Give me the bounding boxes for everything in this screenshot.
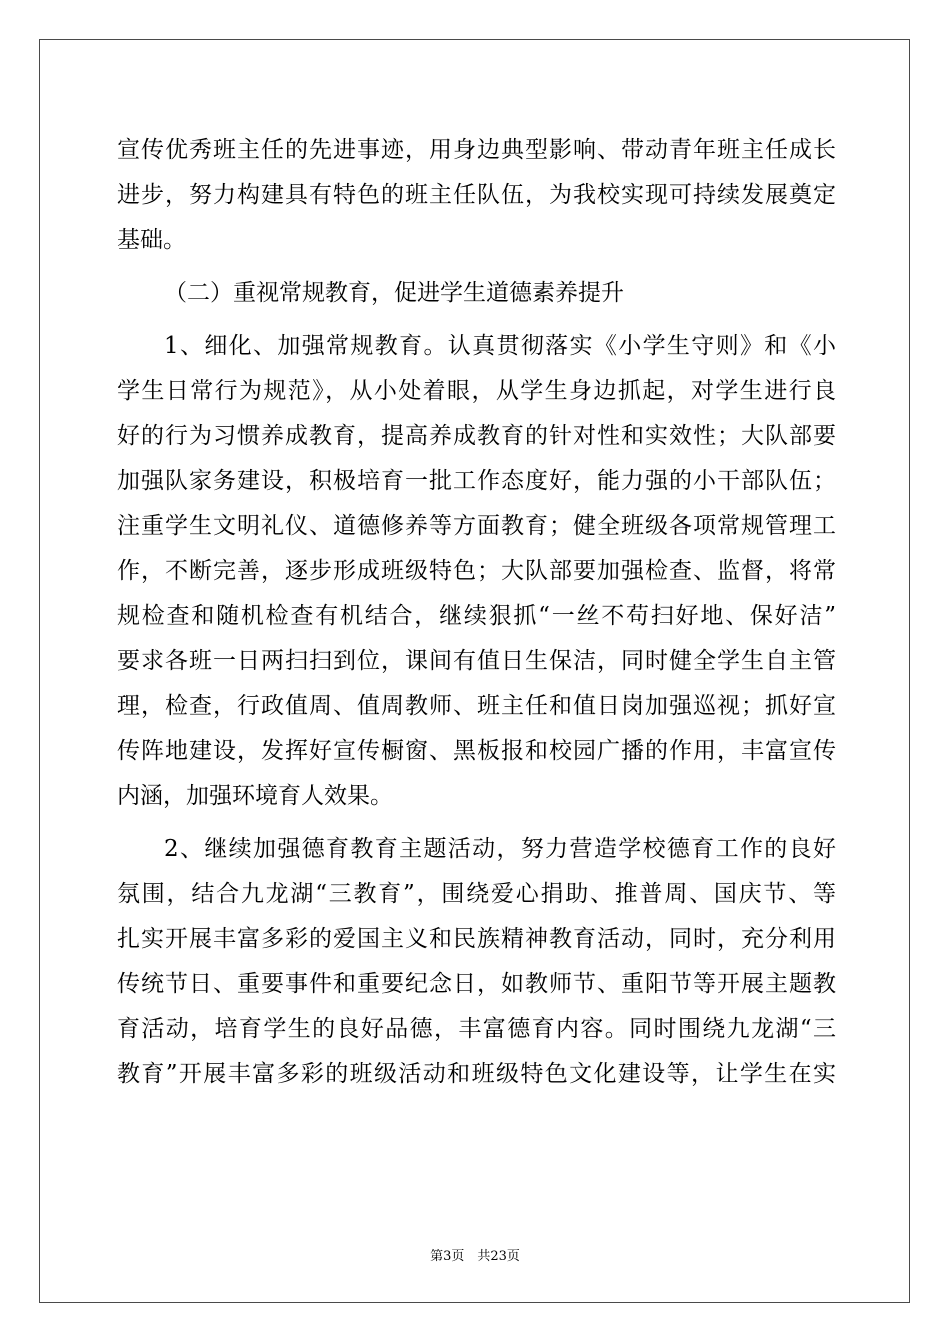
text-line: 1、细化、加强常规教育。认真贯彻落实《小学生守则》和《小 [164,333,836,359]
text-line: 理，检查，行政值周、值周教师、班主任和值日岗加强巡视；抓好宣 [117,693,836,719]
text-line: 扎实开展丰富多彩的爱国主义和民族精神教育活动，同时，充分利用 [117,926,836,952]
text-line: 加强队家务建设，积极培育一批工作态度好，能力强的小干部队伍； [117,468,836,494]
text-line: 进步，努力构建具有特色的班主任队伍，为我校实现可持续发展奠定 [117,182,836,208]
section-heading: （二）重视常规教育，促进学生道德素养提升 [164,280,624,306]
text-line: 注重学生文明礼仪、道德修养等方面教育；健全班级各项常规管理工 [117,513,836,539]
text-line: 2、继续加强德育教育主题活动，努力营造学校德育工作的良好 [164,836,836,862]
text-line: 氛围，结合九龙湖“三教育”，围绕爱心捐助、推普周、国庆节、等 [117,881,836,907]
text-line: 育活动，培育学生的良好品德，丰富德育内容。同时围绕九龙湖“三 [117,1016,836,1042]
text-line: 传统节日、重要事件和重要纪念日，如教师节、重阳节等开展主题教 [117,971,836,997]
text-line: 作，不断完善，逐步形成班级特色；大队部要加强检查、监督，将常 [117,558,836,584]
text-line: 宣传优秀班主任的先进事迹，用身边典型影响、带动青年班主任成长 [117,137,836,163]
text-line: 教育”开展丰富多彩的班级活动和班级特色文化建设等，让学生在实 [117,1061,836,1087]
text-line: 规检查和随机检查有机结合，继续狠抓“一丝不苟扫好地、保好洁” [117,603,836,629]
text-line: 基础。 [117,227,186,253]
text-line: 内涵，加强环境育人效果。 [117,783,393,809]
text-line: 学生日常行为规范》，从小处着眼，从学生身边抓起，对学生进行良 [117,378,836,404]
page-number-footer: 第3页 共23页 [430,1249,520,1264]
text-line: 要求各班一日两扫扫到位，课间有值日生保洁，同时健全学生自主管 [117,648,836,674]
text-line: 好的行为习惯养成教育，提高养成教育的针对性和实效性；大队部要 [117,423,836,449]
text-line: 传阵地建设，发挥好宣传橱窗、黑板报和校园广播的作用，丰富宣传 [117,738,836,764]
document-body [117,128,836,1097]
